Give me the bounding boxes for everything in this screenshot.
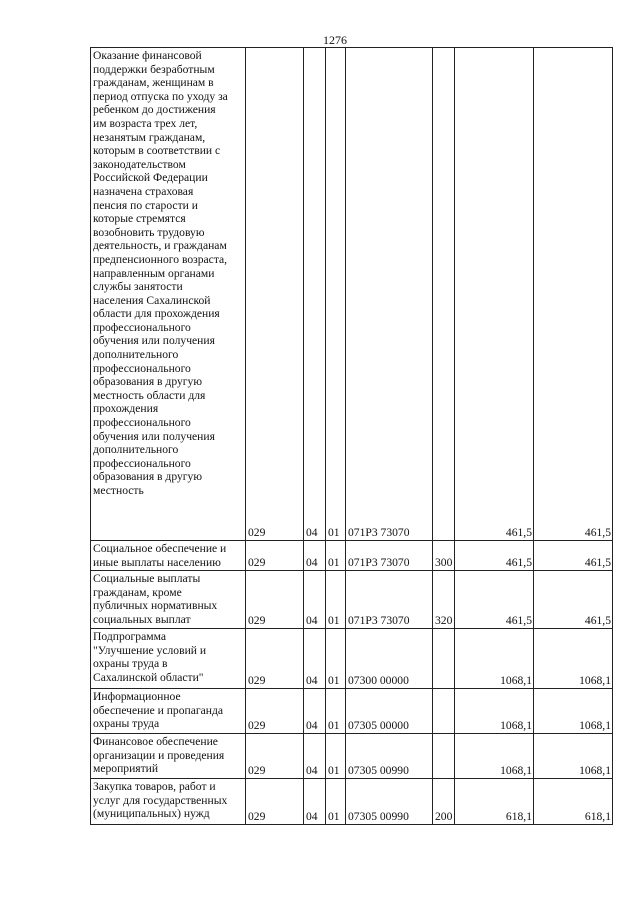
amount-cell: 461,5 [455, 571, 534, 629]
row-name-cell: Социальные выплаты гражданам, кроме публичных нормативных социальных выплат [91, 571, 246, 629]
table-row [91, 541, 613, 571]
amount-cell: 1068,1 [455, 689, 534, 734]
section-code-cell: 04 [304, 571, 326, 629]
subsection-code-cell: 01 [326, 541, 346, 571]
table-row [91, 734, 613, 779]
target-article-cell: 07305 00990 [346, 779, 433, 825]
ministry-code-cell: 029 [246, 571, 304, 629]
expense-type-cell: 200 [433, 779, 455, 825]
target-article-cell: 07305 00990 [346, 734, 433, 779]
budget-table [90, 47, 613, 825]
section-code-cell: 04 [304, 734, 326, 779]
ministry-code-cell: 029 [246, 689, 304, 734]
amount-cell: 618,1 [455, 779, 534, 825]
target-article-cell: 071Р3 73070 [346, 541, 433, 571]
section-code-cell: 04 [304, 48, 326, 541]
page-number: 1276 [323, 33, 347, 47]
amount-cell: 1068,1 [534, 689, 613, 734]
amount-cell: 461,5 [455, 541, 534, 571]
ministry-code-cell: 029 [246, 629, 304, 689]
ministry-code-cell: 029 [246, 779, 304, 825]
row-name-cell: Финансовое обеспечение организации и проведения мероприятий [91, 734, 246, 779]
expense-type-cell: 300 [433, 541, 455, 571]
amount-cell: 461,5 [455, 48, 534, 541]
row-name-cell: Оказание финансовой поддержки безработным гражданам, женщинам в период отпуска по уходу за ребенком до достижения им возраста трех лет, незанятым гражданам, которым в соответствии с законодательством Российской Федерации назначена страховая пенсия по старости и которые стремятся возобновить трудовую деятельность, и гражданам предпенсионного возраста, направленным органами службы занятости населения Сахалинской области для прохождения профессионального обучения или получения дополнительного профессионального образования в другую местность области для прохождения профессионального обучения или получения дополнительного профессионального образования в другую местность [91, 48, 246, 541]
amount-cell: 461,5 [534, 571, 613, 629]
expense-type-cell [433, 689, 455, 734]
row-name-cell: Информационное обеспечение и пропаганда охраны труда [91, 689, 246, 734]
amount-cell: 1068,1 [534, 734, 613, 779]
target-article-cell: 07300 00000 [346, 629, 433, 689]
amount-cell: 618,1 [534, 779, 613, 825]
expense-type-cell [433, 734, 455, 779]
ministry-code-cell: 029 [246, 734, 304, 779]
row-name-cell: Подпрограмма "Улучшение условий и охраны труда в Сахалинской области" [91, 629, 246, 689]
table-row [91, 779, 613, 825]
section-code-cell: 04 [304, 689, 326, 734]
target-article-cell: 071Р3 73070 [346, 571, 433, 629]
section-code-cell: 04 [304, 541, 326, 571]
ministry-code-cell: 029 [246, 541, 304, 571]
expense-type-cell: 320 [433, 571, 455, 629]
target-article-cell: 071Р3 73070 [346, 48, 433, 541]
amount-cell: 461,5 [534, 541, 613, 571]
subsection-code-cell: 01 [326, 689, 346, 734]
table-row [91, 48, 613, 541]
section-code-cell: 04 [304, 779, 326, 825]
subsection-code-cell: 01 [326, 571, 346, 629]
subsection-code-cell: 01 [326, 779, 346, 825]
table-row [91, 689, 613, 734]
subsection-code-cell: 01 [326, 734, 346, 779]
table-row [91, 571, 613, 629]
expense-type-cell [433, 48, 455, 541]
amount-cell: 1068,1 [534, 629, 613, 689]
amount-cell: 461,5 [534, 48, 613, 541]
amount-cell: 1068,1 [455, 734, 534, 779]
ministry-code-cell: 029 [246, 48, 304, 541]
section-code-cell: 04 [304, 629, 326, 689]
table-row [91, 629, 613, 689]
row-name-cell: Закупка товаров, работ и услуг для государственных (муниципальных) нужд [91, 779, 246, 825]
subsection-code-cell: 01 [326, 48, 346, 541]
expense-type-cell [433, 629, 455, 689]
row-name-cell: Социальное обеспечение и иные выплаты населению [91, 541, 246, 571]
subsection-code-cell: 01 [326, 629, 346, 689]
amount-cell: 1068,1 [455, 629, 534, 689]
target-article-cell: 07305 00000 [346, 689, 433, 734]
